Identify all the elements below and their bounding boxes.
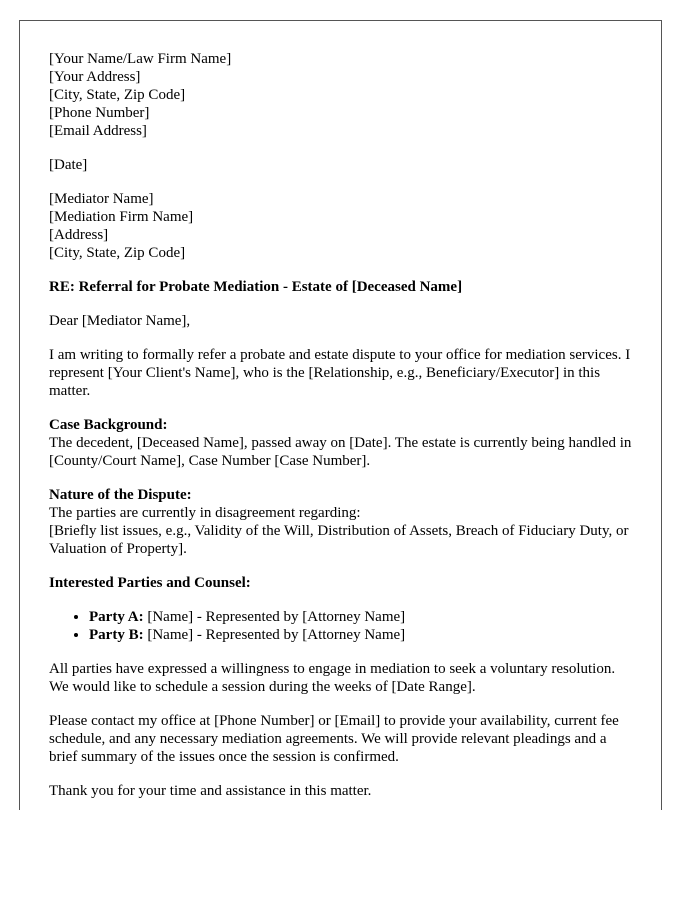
subject-line: RE: Referral for Probate Mediation - Estate of [Deceased Name]	[49, 279, 463, 295]
recipient-block	[49, 190, 632, 262]
dispute-issues: [Briefly list issues, e.g., Validity of the Will, Distribution of Assets, Breach of Fiduciary Duty, or Valuation of Property].	[49, 523, 629, 557]
salutation: Dear [Mediator Name],	[49, 313, 191, 329]
intro-paragraph: I am writing to formally refer a probate and estate dispute to your office for mediation services. I represent [Your Client's Name], who is the [Relationship, e.g., Beneficiary/Executor] in this matter.	[49, 347, 631, 399]
contact-paragraph: Please contact my office at [Phone Number] or [Email] to provide your availability, current fee schedule, and any necessary mediation agreements. We will provide relevant pleadings and a brief summary of the issues once the session is confirmed.	[49, 713, 619, 765]
sender-phone: [Phone Number]	[49, 105, 150, 121]
recipient-firm: [Mediation Firm Name]	[49, 209, 194, 225]
list-item	[89, 608, 632, 626]
letter-date: [Date]	[49, 157, 88, 173]
recipient-address: [Address]	[49, 227, 109, 243]
recipient-name: [Mediator Name]	[49, 191, 154, 207]
dispute-intro: The parties are currently in disagreement regarding:	[49, 505, 361, 521]
sender-email: [Email Address]	[49, 123, 147, 139]
sender-address: [Your Address]	[49, 69, 141, 85]
party-label: Party A:	[89, 609, 144, 625]
closing-paragraph: Thank you for your time and assistance in this matter.	[49, 783, 372, 799]
parties-heading: Interested Parties and Counsel:	[49, 575, 251, 591]
case-background-heading: Case Background:	[49, 417, 168, 433]
letter-page	[19, 20, 662, 810]
list-item	[89, 626, 632, 644]
case-background-section	[49, 416, 632, 470]
case-background-text: The decedent, [Deceased Name], passed away on [Date]. The estate is currently being handled in [County/Court Name], Case Number [Case Number].	[49, 435, 632, 469]
sender-city: [City, State, Zip Code]	[49, 87, 186, 103]
dispute-heading: Nature of the Dispute:	[49, 487, 192, 503]
party-text: [Name] - Represented by [Attorney Name]	[143, 627, 406, 643]
sender-block	[49, 50, 632, 140]
party-text: [Name] - Represented by [Attorney Name]	[143, 609, 406, 625]
recipient-city: [City, State, Zip Code]	[49, 245, 186, 261]
dispute-section	[49, 486, 632, 558]
sender-name: [Your Name/Law Firm Name]	[49, 51, 232, 67]
party-label: Party B:	[89, 627, 144, 643]
date-block	[49, 156, 632, 174]
willingness-paragraph: All parties have expressed a willingness to engage in mediation to seek a voluntary resolution. We would like to schedule a session during the weeks of [Date Range].	[49, 661, 616, 695]
parties-list	[49, 608, 632, 644]
